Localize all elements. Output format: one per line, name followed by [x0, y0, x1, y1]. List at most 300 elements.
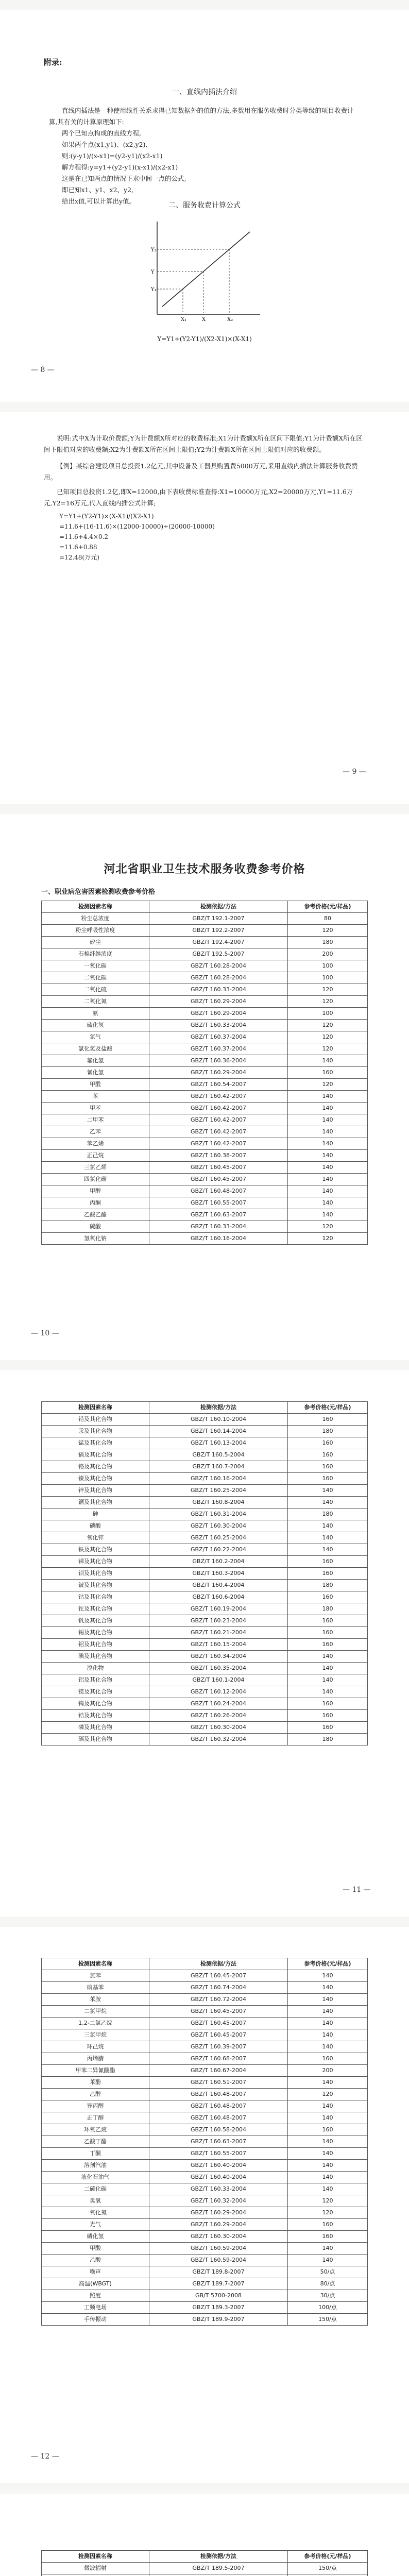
table-row: [42, 1449, 368, 1461]
table-cell: 140: [288, 2148, 368, 2160]
table-row: [42, 1710, 368, 1722]
table-cell: GB/T 5700-2008: [149, 2290, 288, 2302]
table-row: [42, 1970, 368, 1982]
table-row: [42, 1520, 368, 1532]
table-cell: 二氯甲烷: [42, 2006, 149, 2018]
table-cell: GBZ/T 160.1-2004: [149, 1674, 288, 1686]
table-cell: 手传振动: [42, 2314, 149, 2326]
table-cell: GBZ/T 160.29-2004: [149, 996, 288, 1008]
table-cell: GBZ/T 160.68-2007: [149, 2053, 288, 2065]
table-cell: 140: [288, 1663, 368, 1674]
table-cell: 乙酸乙酯: [42, 1209, 149, 1221]
table-row: [42, 2195, 368, 2207]
table-cell: 锡及其化合物: [42, 1627, 149, 1639]
svg-text:Y: Y: [151, 269, 155, 275]
table-cell: 140: [288, 1162, 368, 1174]
fee-formula-heading: 二、服务收费计算公式: [168, 201, 241, 210]
paragraph: 已知项目总投资1.2亿,即X=12000,由下表收费标准查得:X1=10000万元,X2=20000万元,Y1=11.6万元,Y2=16万元,代入直线内插公式计算;: [44, 488, 353, 507]
svg-text:Y₁: Y₁: [151, 287, 157, 293]
table-cell: 二氧化硫: [42, 984, 149, 996]
table-cell: GBZ/T 160.48-2007: [149, 2100, 288, 2112]
table-cell: 苯乙烯: [42, 1138, 149, 1150]
table-cell: 120: [288, 1043, 368, 1055]
table-row: [42, 1509, 368, 1520]
table-cell: 120: [288, 925, 368, 937]
table-cell: 160: [288, 1067, 368, 1079]
page-number: — 11 —: [343, 1886, 371, 1894]
interpolation-text: [49, 105, 358, 207]
table-cell: 环氧乙烷: [42, 2124, 149, 2136]
table-cell: GBZ/T 160.12-2004: [149, 1686, 288, 1698]
table-cell: 甲苯: [42, 1103, 149, 1114]
table-cell: GBZ/T 160.40-2004: [149, 2160, 288, 2172]
table-cell: 苯胺: [42, 1994, 149, 2006]
table-cell: GBZ/T 160.33-2004: [149, 1221, 288, 1233]
formula-step: =11.6+4.4×0.2: [59, 533, 109, 540]
table-cell: 高温(WBGT): [42, 2278, 149, 2290]
table-cell: GBZ/T 160.33-2004: [149, 984, 288, 996]
table-row: [42, 1079, 368, 1091]
table-cell: 氯气: [42, 1031, 149, 1043]
table-cell: 140: [288, 1686, 368, 1698]
table-cell: 锑及其化合物: [42, 1556, 149, 1568]
formula-step: =11.6+(16-11.6)×(12000-10000)÷(20000-10000): [59, 523, 215, 530]
table-cell: GBZ/T 160.42-2007: [149, 1126, 288, 1138]
table-cell: 硝基苯: [42, 1982, 149, 1994]
table-cell: 120: [288, 2195, 368, 2207]
table-cell: GBZ/T 189.7-2007: [149, 2278, 288, 2290]
table-cell: 160: [288, 1556, 368, 1568]
table-cell: GBZ/T 160.63-2007: [149, 2136, 288, 2148]
table-cell: 160: [288, 1722, 368, 1734]
paragraph: 给出x值,可以计算出y值。: [62, 197, 136, 205]
table-cell: 氰化氢: [42, 1067, 149, 1079]
formula-explanation: [44, 433, 365, 563]
table-cell: 140: [288, 1209, 368, 1221]
table-cell: 氢氧化钠: [42, 1233, 149, 1245]
table-row: [42, 1067, 368, 1079]
table-cell: 正己烷: [42, 1150, 149, 1162]
paragraph: 两个已知点构成的直线方程,: [62, 129, 141, 137]
table-row: [42, 1138, 368, 1150]
table-cell: 140: [288, 2100, 368, 2112]
table-cell: GBZ/T 160.29-2004: [149, 2207, 288, 2219]
table-cell: 钼及其化合物: [42, 1639, 149, 1651]
table-cell: 140: [288, 2006, 368, 2018]
table-cell: 140: [288, 2041, 368, 2053]
document-page-8: [0, 10, 409, 402]
table-row: [42, 2266, 368, 2278]
table-cell: 锰及其化合物: [42, 1437, 149, 1449]
table-cell: GBZ/T 160.45-2007: [149, 2018, 288, 2029]
table-cell: 磷化氢: [42, 2231, 149, 2243]
table-cell: 160: [288, 2124, 368, 2136]
table-row: [42, 972, 368, 984]
table-cell: GBZ/T 160.54-2007: [149, 1079, 288, 1091]
table-row: [42, 1532, 368, 1544]
table-row: [42, 1162, 368, 1174]
table-cell: 120: [288, 1031, 368, 1043]
table-cell: 100: [288, 960, 368, 972]
table-cell: 120: [288, 2207, 368, 2219]
detection-price-table: [41, 2550, 368, 2576]
table-row: [42, 1734, 368, 1745]
table-row: [42, 984, 368, 996]
table-cell: 溶剂汽油: [42, 2160, 149, 2172]
table-row: [42, 1114, 368, 1126]
table-cell: 矽尘: [42, 937, 149, 948]
table-cell: 140: [288, 1651, 368, 1663]
table-cell: 三氯甲烷: [42, 2029, 149, 2041]
table-cell: 甲醛: [42, 1079, 149, 1091]
table-cell: GBZ/T 160.30-2004: [149, 2231, 288, 2243]
table-row: [42, 1544, 368, 1556]
table-cell: 溴化物: [42, 1663, 149, 1674]
table-cell: 140: [288, 2136, 368, 2148]
table-row: [42, 1591, 368, 1603]
table-cell: GBZ/T 160.30-2004: [149, 1520, 288, 1532]
table-row: [42, 2100, 368, 2112]
table-row: [42, 1008, 368, 1020]
table-cell: GBZ/T 160.28-2004: [149, 960, 288, 972]
table-cell: 140: [288, 1520, 368, 1532]
table-row: [42, 1651, 368, 1663]
table-cell: 钒及其化合物: [42, 1615, 149, 1627]
table-row: [42, 2029, 368, 2041]
table-cell: 160: [288, 1710, 368, 1722]
table-row: [42, 1982, 368, 1994]
table-cell: GBZ/T 160.25-2004: [149, 1485, 288, 1497]
table-cell: GBZ/T 160.30-2004: [149, 1722, 288, 1734]
table-cell: 140: [288, 1982, 368, 1994]
table-row: [42, 2172, 368, 2183]
table-cell: 一氧化氮: [42, 2207, 149, 2219]
table-cell: GBZ/T 160.31-2004: [149, 1509, 288, 1520]
table-cell: 140: [288, 1150, 368, 1162]
table-cell: 180: [288, 1734, 368, 1745]
table-cell: 160: [288, 1449, 368, 1461]
table-row: [42, 1233, 368, 1245]
table-cell: 140: [288, 1485, 368, 1497]
table-cell: GBZ/T 160.32-2004: [149, 1734, 288, 1745]
table-cell: 异丙醇: [42, 2100, 149, 2112]
table-cell: 镁及其化合物: [42, 1686, 149, 1698]
col-header-method: 检测依据/方法: [149, 2551, 288, 2563]
paragraph: 这是在已知两点的情况下求中间一点的公式,: [62, 175, 186, 182]
formula-step: =11.6+0.88: [59, 544, 97, 551]
table-cell: GBZ/T 160.16-2004: [149, 1473, 288, 1485]
table-cell: 140: [288, 2160, 368, 2172]
table-row: [42, 2148, 368, 2160]
table-row: [42, 1568, 368, 1580]
svg-text:X₂: X₂: [227, 317, 233, 323]
table-cell: 140: [288, 1970, 368, 1982]
table-row: [42, 1497, 368, 1509]
document-page-13: [0, 2494, 409, 2576]
table-cell: GBZ/T 160.55-2007: [149, 2148, 288, 2160]
table-cell: 二甲苯: [42, 1114, 149, 1126]
table-cell: 钨及其化合物: [42, 1698, 149, 1710]
table-cell: GBZ/T 189.3-2007: [149, 2302, 288, 2314]
table-row: [42, 2077, 368, 2089]
table-cell: 140: [288, 1197, 368, 1209]
table-cell: 120: [288, 2089, 368, 2100]
table-row: [42, 1674, 368, 1686]
appendix-heading: 附录:: [44, 58, 62, 67]
table-cell: GBZ/T 160.6-2004: [149, 1591, 288, 1603]
table-cell: 160: [288, 1568, 368, 1580]
table-row: [42, 1103, 368, 1114]
table-cell: GBZ/T 160.42-2007: [149, 1091, 288, 1103]
table-cell: GBZ/T 160.29-2004: [149, 2219, 288, 2231]
table-cell: 乙酸丁酯: [42, 2136, 149, 2148]
formula-step: =12.48(万元): [59, 554, 99, 561]
paragraph: 即已知x1、y1、x2、y2,: [62, 186, 134, 194]
table-cell: 80/点: [288, 2278, 368, 2290]
table-cell: GBZ/T 160.45-2007: [149, 1162, 288, 1174]
table-cell: 140: [288, 1185, 368, 1197]
table-row: [42, 2124, 368, 2136]
table-cell: 140: [288, 1091, 368, 1103]
table-cell: 镉及其化合物: [42, 1449, 149, 1461]
table-row: [42, 1055, 368, 1067]
interpolation-graph: [142, 216, 270, 325]
col-header-method: 检测依据/方法: [149, 901, 288, 913]
table-cell: 磷及其化合物: [42, 1722, 149, 1734]
table-cell: GBZ/T 160.22-2004: [149, 1544, 288, 1556]
table-row: [42, 1174, 368, 1185]
table-cell: 140: [288, 2112, 368, 2124]
table-cell: 三氯乙烯: [42, 1162, 149, 1174]
table-cell: GBZ/T 160.39-2007: [149, 2041, 288, 2053]
fee-formula: Y=Y1+(Y2-Y1)/(X2-X1)×(X-X1): [157, 335, 252, 343]
table-cell: GBZ/T 160.3-2004: [149, 1568, 288, 1580]
table-cell: GBZ/T 160.4-2004: [149, 1580, 288, 1591]
table-cell: 160: [288, 1627, 368, 1639]
table-cell: 微波辐射: [42, 2563, 149, 2574]
table-row: [42, 1603, 368, 1615]
svg-text:Y₂: Y₂: [151, 247, 157, 253]
table-cell: 140: [288, 1497, 368, 1509]
table-cell: 160: [288, 1639, 368, 1651]
col-header-item: 检测因素名称: [42, 901, 149, 913]
table-cell: 180: [288, 937, 368, 948]
table-row: [42, 1185, 368, 1197]
table-cell: 丁酮: [42, 2148, 149, 2160]
table-cell: GBZ/T 160.19-2004: [149, 1603, 288, 1615]
table-cell: 140: [288, 1138, 368, 1150]
table-cell: GBZ/T 160.34-2004: [149, 1651, 288, 1663]
table-cell: GBZ/T 160.28-2004: [149, 972, 288, 984]
table-cell: 工频电场: [42, 2302, 149, 2314]
table-cell: 160: [288, 1461, 368, 1473]
table-row: [42, 2053, 368, 2065]
col-header-method: 检测依据/方法: [149, 1402, 288, 1414]
table-cell: 150/点: [288, 2563, 368, 2574]
table-cell: GBZ/T 160.59-2004: [149, 2255, 288, 2266]
table-cell: 160: [288, 2231, 368, 2243]
table-cell: 150/点: [288, 2314, 368, 2326]
table-cell: GBZ/T 160.63-2007: [149, 1209, 288, 1221]
table-cell: 140: [288, 1532, 368, 1544]
table-cell: 140: [288, 1544, 368, 1556]
table-cell: 硒及其化合物: [42, 1734, 149, 1745]
table-cell: GBZ/T 160.45-2007: [149, 2006, 288, 2018]
table-cell: 液化石油气: [42, 2172, 149, 2183]
table-row: [42, 2065, 368, 2077]
table-cell: 粉尘呼吸性浓度: [42, 925, 149, 937]
table-cell: GBZ/T 189.9-2007: [149, 2314, 288, 2326]
table-row: [42, 2006, 368, 2018]
table-row: [42, 1461, 368, 1473]
table-row: [42, 1414, 368, 1426]
table-cell: 140: [288, 2172, 368, 2183]
table-row: [42, 1473, 368, 1485]
table-cell: 铜及其化合物: [42, 1497, 149, 1509]
table-cell: 镍及其化合物: [42, 1473, 149, 1485]
table-cell: GBZ/T 160.48-2007: [149, 2112, 288, 2124]
table-cell: 苯: [42, 1091, 149, 1103]
table-row: [42, 937, 368, 948]
table-row: [42, 2112, 368, 2124]
table-row: [42, 1020, 368, 1031]
table-cell: GBZ/T 160.55-2007: [149, 1197, 288, 1209]
table-cell: GBZ/T 160.15-2004: [149, 1639, 288, 1651]
col-header-price: 参考价格(元/样品): [288, 901, 368, 913]
table-cell: GBZ/T 160.37-2004: [149, 1031, 288, 1043]
document-page-11: [0, 1370, 409, 1917]
table-row: [42, 2574, 368, 2576]
table-cell: 50/点: [288, 2266, 368, 2278]
table-row: [42, 1031, 368, 1043]
table-cell: GBZ/T 160.32-2004: [149, 2195, 288, 2207]
table-row: [42, 2302, 368, 2314]
table-cell: 140: [288, 2029, 368, 2041]
table-cell: GBZ/T 160.42-2007: [149, 1103, 288, 1114]
table-cell: 80: [288, 913, 368, 925]
table-cell: 钴及其化合物: [42, 1591, 149, 1603]
table-cell: 锆及其化合物: [42, 1710, 149, 1722]
table-cell: 180: [288, 1580, 368, 1591]
table-cell: 160: [288, 1698, 368, 1710]
table-cell: 120: [288, 1221, 368, 1233]
table-cell: GBZ/T 160.26-2004: [149, 1710, 288, 1722]
table-cell: 铁及其化合物: [42, 1544, 149, 1556]
table-cell: 1,2-二氯乙烷: [42, 2018, 149, 2029]
table-cell: 100: [288, 972, 368, 984]
table-cell: 180: [288, 1426, 368, 1437]
table-cell: [42, 2574, 149, 2576]
table-cell: GBZ/T 160.14-2004: [149, 1426, 288, 1437]
table-cell: 铊及其化合物: [42, 1603, 149, 1615]
table-cell: 氯苯: [42, 1970, 149, 1982]
detection-price-table: [41, 1401, 368, 1745]
table-row: [42, 996, 368, 1008]
table-cell: 甲苯二异氰酸酯: [42, 2065, 149, 2077]
table-cell: 140: [288, 2077, 368, 2089]
table-row: [42, 2136, 368, 2148]
table-cell: 丙烯腈: [42, 2053, 149, 2065]
table-cell: 氨: [42, 1008, 149, 1020]
table-row: [42, 1627, 368, 1639]
table-row: [42, 2018, 368, 2029]
table-cell: 140: [288, 2255, 368, 2266]
table-cell: GBZ/T 160.10-2004: [149, 1414, 288, 1426]
table-cell: 乙苯: [42, 1126, 149, 1138]
table-row: [42, 1686, 368, 1698]
col-header-item: 检测因素名称: [42, 1958, 149, 1970]
table-cell: 140: [288, 2243, 368, 2255]
table-cell: GBZ/T 160.23-2004: [149, 1615, 288, 1627]
table-cell: 汞及其化合物: [42, 1426, 149, 1437]
table-cell: 180: [288, 1603, 368, 1615]
svg-text:X: X: [202, 317, 206, 323]
table-cell: GBZ/T 160.35-2004: [149, 1663, 288, 1674]
table-cell: GBZ/T 160.45-2007: [149, 1970, 288, 1982]
table-cell: 铅及其化合物: [42, 1414, 149, 1426]
table-row: [42, 1043, 368, 1055]
table-row: [42, 1615, 368, 1627]
table-cell: 140: [288, 1103, 368, 1114]
table-row: [42, 2183, 368, 2195]
table-cell: 硫化氢: [42, 1020, 149, 1031]
col-header-item: 检测因素名称: [42, 1402, 149, 1414]
table-cell: 120: [288, 1020, 368, 1031]
table-cell: GBZ/T 160.58-2004: [149, 2124, 288, 2136]
table-cell: 铝及其化合物: [42, 1674, 149, 1686]
table-row: [42, 2563, 368, 2574]
table-cell: GBZ/T 160.42-2007: [149, 1138, 288, 1150]
table-cell: 160: [288, 1615, 368, 1627]
table-cell: 140: [288, 1994, 368, 2006]
table-cell: 140: [288, 1126, 368, 1138]
table-cell: 乙酸: [42, 2255, 149, 2266]
table-row: [42, 1485, 368, 1497]
table-row: [42, 960, 368, 972]
col-header-price: 参考价格(元/样品): [288, 1958, 368, 1970]
svg-text:X₁: X₁: [181, 317, 187, 323]
page-number: — 12 —: [31, 2452, 59, 2461]
table-cell: GBZ/T 160.37-2004: [149, 1043, 288, 1055]
table-cell: 丙酮: [42, 1197, 149, 1209]
table-row: [42, 1722, 368, 1734]
table-cell: 100/点: [288, 2302, 368, 2314]
table-row: [42, 1437, 368, 1449]
table-row: [42, 1126, 368, 1138]
table-cell: GBZ/T 160.72-2004: [149, 1994, 288, 2006]
table-row: [42, 2290, 368, 2302]
table-cell: 120: [288, 1233, 368, 1245]
formula-step: Y=Y1+(Y2-Y1)×(X-X1)/(X2-X1): [59, 513, 154, 520]
table-cell: GBZ/T 160.33-2004: [149, 1020, 288, 1031]
table-cell: 120: [288, 1079, 368, 1091]
paragraph: 如果两个点(x1,y1)、(x2,y2),: [62, 141, 148, 148]
table-cell: 180: [288, 1509, 368, 1520]
table-cell: 160: [288, 2053, 368, 2065]
table-cell: 氯化氢及盐酸: [42, 1043, 149, 1055]
table-cell: GBZ/T 192.2-2007: [149, 925, 288, 937]
table-cell: GBZ/T 160.67-2004: [149, 2065, 288, 2077]
table-row: [42, 1580, 368, 1591]
table-cell: GBZ/T 160.29-2004: [149, 1067, 288, 1079]
paragraph: 则:(y-y1)/(x-x1)=(y2-y1)/(x2-x1): [62, 152, 163, 160]
table-cell: 砷: [42, 1509, 149, 1520]
table-cell: 160: [288, 1473, 368, 1485]
table-row: [42, 948, 368, 960]
table-row: [42, 1994, 368, 2006]
table-cell: GBZ/T 160.40-2004: [149, 2172, 288, 2183]
table-cell: 正丁醇: [42, 2112, 149, 2124]
